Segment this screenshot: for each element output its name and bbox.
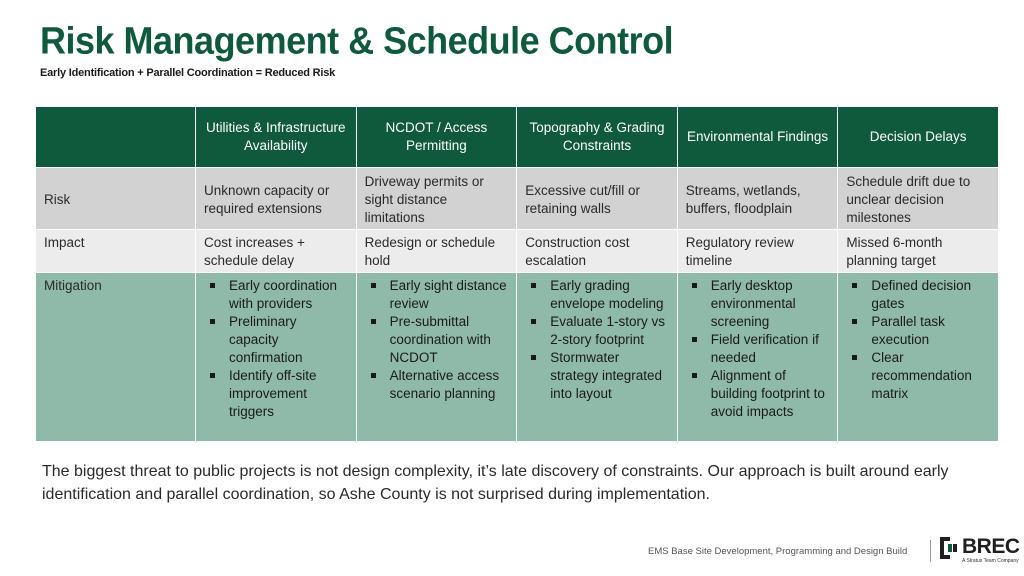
- list-item: Field verification if needed: [686, 331, 830, 367]
- risk-cell: Schedule drift due to unclear decision milestones: [838, 168, 999, 230]
- risk-cell: Excessive cut/fill or retaining walls: [517, 168, 678, 230]
- mitigation-list: [525, 277, 669, 403]
- impact-cell: Construction cost escalation: [517, 230, 678, 273]
- row-label-mitigation: Mitigation: [36, 273, 196, 442]
- header-empty-cell: [36, 107, 196, 168]
- brec-logo: [940, 535, 1020, 569]
- list-item: Alternative access scenario planning: [365, 367, 509, 403]
- row-label-risk: Risk: [36, 168, 196, 230]
- header-topography: Topography & Grading Constraints: [517, 107, 678, 168]
- summary-paragraph: The biggest threat to public projects is not design complexity, it’s late discovery of constraints. Our approach is built around early identification and parallel coordination, so Ashe County is not surprised during implementation.: [42, 463, 949, 503]
- table-row-mitigation: [36, 273, 999, 442]
- header-ncdot: NCDOT / Access Permitting: [356, 107, 517, 168]
- list-item: Identify off-site improvement triggers: [204, 367, 348, 421]
- header-utilities: Utilities & Infrastructure Availability: [196, 107, 357, 168]
- header-environmental: Environmental Findings: [677, 107, 838, 168]
- brec-logo-mark-icon: [940, 537, 958, 559]
- mitigation-list: [846, 277, 990, 403]
- risk-matrix-table: [35, 106, 999, 442]
- list-item: Preliminary capacity confirmation: [204, 313, 348, 367]
- logo-wordmark: BREC: [962, 535, 1020, 558]
- impact-cell: Redesign or schedule hold: [356, 230, 517, 273]
- mitigation-cell: [838, 273, 999, 442]
- mitigation-cell: [517, 273, 678, 442]
- impact-cell: Cost increases + schedule delay: [196, 230, 357, 273]
- mitigation-cell: [356, 273, 517, 442]
- risk-cell: Driveway permits or sight distance limitations: [356, 168, 517, 230]
- list-item: Defined decision gates: [846, 277, 990, 313]
- table-header-row: [36, 107, 999, 168]
- list-item: Clear recommendation matrix: [846, 349, 990, 403]
- footer-divider: [930, 540, 931, 562]
- mitigation-list: [365, 277, 509, 403]
- impact-cell: Regulatory review timeline: [677, 230, 838, 273]
- list-item: Pre-submittal coordination with NCDOT: [365, 313, 509, 367]
- list-item: Early coordination with providers: [204, 277, 348, 313]
- row-label-impact: Impact: [36, 230, 196, 273]
- risk-cell: Streams, wetlands, buffers, floodplain: [677, 168, 838, 230]
- list-item: Parallel task execution: [846, 313, 990, 349]
- mitigation-list: [204, 277, 348, 421]
- list-item: Alignment of building footprint to avoid impacts: [686, 367, 830, 421]
- risk-cell: Unknown capacity or required extensions: [196, 168, 357, 230]
- table-row-risk: [36, 168, 999, 230]
- list-item: Stormwater strategy integrated into layout: [525, 349, 669, 403]
- footer-project-title: EMS Base Site Development, Programming and Design Build: [648, 546, 908, 557]
- impact-cell: Missed 6-month planning target: [838, 230, 999, 273]
- mitigation-cell: [196, 273, 357, 442]
- list-item: Early sight distance review: [365, 277, 509, 313]
- slide-title: Risk Management & Schedule Control: [40, 18, 674, 62]
- header-decision-delays: Decision Delays: [838, 107, 999, 168]
- list-item: Evaluate 1-story vs 2-story footprint: [525, 313, 669, 349]
- logo-tagline: A Stratus Team Company: [962, 558, 1019, 564]
- slide-subtitle: Early Identification + Parallel Coordination = Reduced Risk: [40, 67, 336, 79]
- mitigation-list: [686, 277, 830, 421]
- table-row-impact: [36, 230, 999, 273]
- mitigation-cell: [677, 273, 838, 442]
- list-item: Early grading envelope modeling: [525, 277, 669, 313]
- list-item: Early desktop environmental screening: [686, 277, 830, 331]
